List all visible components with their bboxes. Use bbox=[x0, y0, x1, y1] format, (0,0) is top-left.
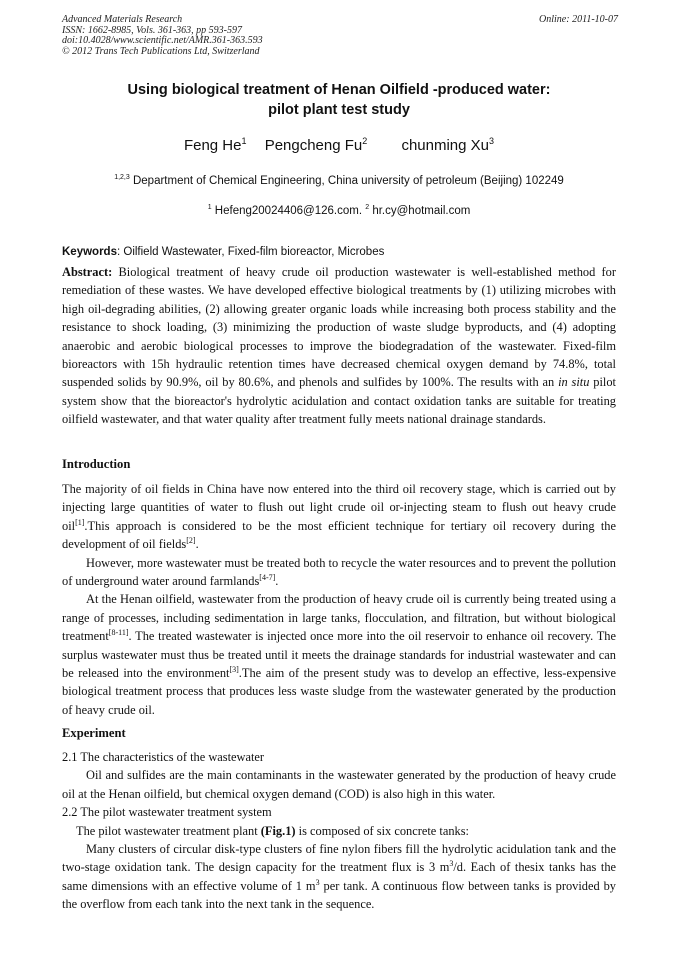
keywords-text: Oilfield Wastewater, Fixed-film bioreactor, Microbes bbox=[123, 246, 385, 258]
experiment-heading: Experiment bbox=[62, 726, 126, 740]
email-superscript: 1 bbox=[207, 204, 212, 211]
paragraph-text: The pilot wastewater treatment plant bbox=[76, 823, 258, 838]
author-name: chunming Xu bbox=[401, 137, 490, 154]
paragraph-text: Many clusters of circular disk-type clusters of fine nylon fibers fill the hydrolytic acidulation tank and the two-stage oxidation tank. The design capacity for the treatment flux is 3 m bbox=[62, 842, 616, 875]
email-link[interactable]: Hefeng20024406@126.com. bbox=[214, 204, 363, 217]
paragraph bbox=[62, 480, 616, 554]
online-date: Online: 2011-10-07 bbox=[539, 14, 618, 25]
paragraph-text: per tank. A continuous flow between tanks is provided by the overflow from each tank into the next tank in the sequence. bbox=[62, 878, 616, 912]
author-superscript: 2 bbox=[362, 136, 368, 146]
paragraph-text: is composed of six concrete tanks: bbox=[298, 823, 469, 838]
subsection-heading: 2.1 The characteristics of the wastewater bbox=[62, 750, 265, 764]
citation: [4-7] bbox=[259, 572, 276, 582]
paragraph-text: . The treated wastewater is injected once more into the oil reservoir to enhance oil recovery. The surplus wastewater must thus be treated until it meets the drainage standards for industrial wastewater and can be released into the environment bbox=[62, 629, 616, 681]
paragraph-text: However, more wastewater must be treated both to recycle the water resources and to prevent the pollution of underground water around farmlands bbox=[62, 555, 616, 589]
citation: [3] bbox=[229, 664, 239, 674]
journal-header bbox=[62, 15, 618, 57]
paragraph-text: . bbox=[195, 537, 199, 552]
paragraph-text: The majority of oil fields in China have now entered into the third oil recovery stage, which is carried out by injecting large quantities of water to flush out light crude oil or-injecting steam to flush out heavy crude oil bbox=[62, 482, 616, 533]
subsection-heading: 2.2 The pilot wastewater treatment system bbox=[62, 805, 272, 820]
figure-reference[interactable]: (Fig.1) bbox=[260, 823, 296, 838]
abstract-text: pilot system show that the bioreactor's hydrolytic acidulation and contact oxidation tanks are suitable for treating oilfield wastewater, and that water quality after treatment fully meets national drainage standards. bbox=[62, 375, 616, 427]
paragraph bbox=[62, 840, 616, 914]
title-line-1: Using biological treatment of Henan Oilfield -produced water: bbox=[127, 82, 551, 98]
email-link[interactable]: hr.cy@hotmail.com bbox=[372, 204, 471, 217]
abstract bbox=[62, 263, 616, 429]
citation: [1] bbox=[75, 517, 85, 527]
paragraph-text: .This approach is considered to be the most efficient technique for tertiary oil recovery during the development of oil fields bbox=[62, 518, 616, 552]
abstract-text: Biological treatment of heavy crude oil production wastewater is well-established method for remediation of these wastes. We have developed effective biological treatments by (1) utilizing microbes with high oil-degrading abilities, (2) allowing greater organic loads while increasing both process stability and the resistance to shock loading, (3) minimizing the production of waste sludge byproducts, and (4) adopting anaerobic and aerobic biological processes to improve the biodegradation of the wastewater. Fixed-film bioreactors with 15h hydraulic retention times have decreased chemical oxygen demand by 74.8%, total suspended solids by 90.9%, oil by 80.6%, and phenols and sulfides by 100%. The results with an bbox=[62, 265, 616, 390]
citation: [8-11] bbox=[108, 628, 129, 638]
unit-superscript: 3 bbox=[315, 877, 320, 887]
affiliation-superscript: 1,2,3 bbox=[114, 174, 130, 181]
abstract-label: Abstract: bbox=[62, 265, 113, 279]
email-superscript: 2 bbox=[365, 204, 370, 211]
title-line-2: pilot plant test study bbox=[268, 102, 410, 118]
author-superscript: 3 bbox=[489, 136, 495, 146]
experiment-body bbox=[62, 748, 616, 914]
author-list bbox=[62, 130, 616, 157]
unit-superscript: 3 bbox=[449, 859, 454, 869]
paper-title bbox=[62, 80, 616, 120]
citation: [2] bbox=[186, 536, 196, 546]
paragraph-text: . bbox=[275, 574, 279, 589]
keywords-label: Keywords bbox=[62, 246, 117, 258]
issn-line: ISSN: 1662-8985, Vols. 361-363, pp 593-597 bbox=[62, 24, 242, 36]
paragraph bbox=[62, 554, 616, 591]
abstract-italic: in situ bbox=[558, 375, 590, 390]
paragraph-text: /d. Each of thesix tanks has the same dimensions with an effective volume of 1 m bbox=[62, 860, 617, 893]
keywords-separator: : bbox=[116, 246, 121, 258]
copyright-line: © 2012 Trans Tech Publications Ltd, Switzerland bbox=[62, 45, 260, 57]
introduction-heading: Introduction bbox=[62, 457, 131, 471]
paragraph bbox=[62, 822, 616, 840]
paragraph bbox=[62, 590, 616, 719]
doi-line: doi:10.4028/www.scientific.net/AMR.361-363.593 bbox=[62, 35, 263, 46]
affiliation-text: Department of Chemical Engineering, China university of petroleum (Beijing) 102249 bbox=[132, 174, 564, 187]
journal-name: Advanced Materials Research bbox=[62, 14, 183, 25]
author-name: Feng He bbox=[183, 137, 242, 154]
paragraph: Oil and sulfides are the main contaminants in the wastewater generated by the production of heavy crude oil at the Henan oilfield, but chemical oxygen demand (COD) is also high in this water. bbox=[62, 768, 616, 801]
author-name: Pengcheng Fu bbox=[264, 137, 363, 154]
paragraph-text: At the Henan oilfield, wastewater from the production of heavy crude oil is currently being treated using a range of processes, including sedimentation in large tanks, flocculation, and filtration, but without biological treatment bbox=[62, 592, 616, 644]
affiliation bbox=[62, 170, 616, 189]
introduction-body bbox=[62, 480, 616, 719]
keywords bbox=[62, 244, 618, 260]
paragraph-text: .The aim of the present study was to develop an effective, less-expensive biological treatment process that produces less waste sludge from the wastewater generated by the production of heavy crude oil. bbox=[62, 666, 616, 717]
author-superscript: 1 bbox=[241, 136, 247, 146]
author-emails bbox=[62, 200, 616, 219]
